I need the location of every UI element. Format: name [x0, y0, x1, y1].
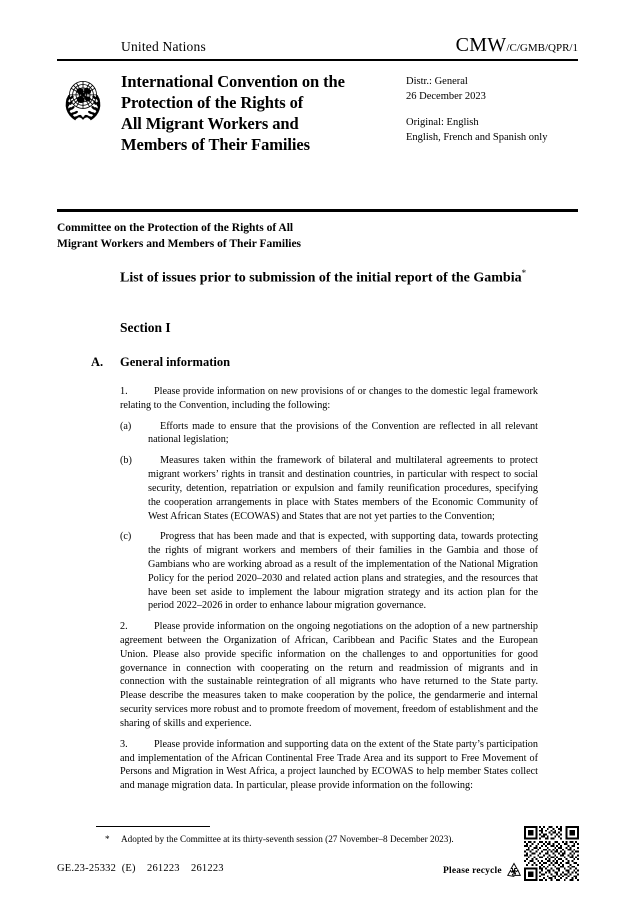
part-letter: A.	[91, 355, 104, 369]
document-symbol	[456, 34, 578, 57]
organization-name: United Nations	[121, 39, 206, 54]
part-heading	[91, 355, 538, 370]
section-heading: Section I	[120, 320, 171, 335]
committee-name	[57, 220, 578, 253]
available-languages: English, French and Spanish only	[406, 131, 548, 143]
footnote-rule	[96, 826, 210, 827]
un-emblem-icon	[57, 72, 109, 124]
recycle-notice	[443, 861, 524, 881]
document-symbol-suffix: /C/GMB/QPR/1	[506, 42, 578, 54]
subparagraph-text: Efforts made to ensure that the provisions of the Convention are reflected in all relevant national legislation;	[148, 420, 538, 446]
original-language: Original: English	[406, 116, 479, 128]
footnote	[105, 833, 535, 846]
subparagraph-text: Progress that has been made and that is expected, with supporting data, towards protecting the rights of migrant workers and members of their families in the Gambia and those of Gambians who are working abroad as a result of the implementation of the National Migration Policy for the period 2020–2030 and related action plans and strategies, and the resources that have been set aside to implement the labour migration strategy and its action plan for the period 2022–2026 in order to enhance labour migration governance.	[148, 531, 538, 612]
subparagraph-letter: (a)	[120, 420, 132, 432]
distribution-type: Distr.: General	[406, 76, 468, 87]
convention-title-line-4: Members of Their Families	[121, 135, 310, 155]
convention-title-line-2: Protection of the Rights of	[121, 93, 304, 113]
recycle-icon	[504, 861, 524, 881]
paragraph-text: Please provide information on the ongoing negotiations on the adoption of a new partnership agreement between the Organization of African, Caribbean and Pacific States and the European Union. Please also provide specific information on the challenges to and opportunities for good governance in connection with cooperating on the return and readmission of migrants and in connection with the sustainable reintegration of all migrants who have returned to the State party. Please describe the measures taken to make cooperation by the police, the gendarmerie and internal security services more robust and to promote freedom of movement, freedom of establishment and the sharing of skills and experience.	[120, 621, 538, 729]
document-date: 26 December 2023	[406, 90, 486, 102]
paragraph-2	[120, 620, 538, 731]
paragraph-number: 1.	[120, 386, 128, 397]
paragraph-1b	[120, 454, 538, 523]
subparagraph-letter: (c)	[120, 531, 132, 543]
recycle-label: Please recycle	[443, 866, 502, 876]
convention-title-line-1: International Convention on the	[121, 72, 345, 91]
paragraph-text: Please provide information on new provisions of or changes to the domestic legal framework relating to the Convention, including the following:	[120, 386, 538, 411]
paragraph-1a	[120, 420, 538, 448]
masthead-body-row	[57, 70, 578, 155]
paragraph-number: 2.	[120, 621, 128, 633]
masthead-top-row	[57, 34, 578, 57]
committee-name-line-2: Migrant Workers and Members of Their Families	[57, 238, 302, 251]
masthead	[57, 34, 578, 155]
footnote-text: Adopted by the Committee at its thirty-seventh session (27 November–8 December 2023).	[121, 834, 454, 844]
qr-code	[524, 826, 579, 881]
distribution-block	[406, 70, 578, 155]
subparagraph-letter: (b)	[120, 455, 132, 467]
emblem-container	[57, 70, 121, 155]
page-title-text: List of issues prior to submission of the initial report of the Gambia	[120, 270, 522, 286]
paragraph-1c	[120, 530, 538, 613]
title-footnote-marker: *	[521, 268, 527, 278]
job-number: GE.23-25332 (E) 261223 261223	[57, 863, 224, 874]
subparagraph-text: Measures taken within the framework of bilateral and multilateral agreements to protect migrant workers’ rights in transit and destination countries, in particular with respect to social security, detention, repatriation or expulsion and family reunification procedures, specifying the cooperation arrangements in place with States members of the Economic Community of West African States (ECOWAS) and States that are not yet parties to the Convention;	[148, 455, 538, 522]
committee-name-line-1: Committee on the Protection of the Rights of All	[57, 222, 294, 234]
masthead-rule	[57, 59, 578, 61]
paragraph-number: 3.	[120, 738, 128, 750]
paragraph-3	[120, 738, 538, 793]
convention-title-line-3: All Migrant Workers and	[121, 114, 299, 134]
distribution-spacer	[406, 105, 578, 116]
paragraph-1	[120, 385, 538, 413]
document-body	[120, 385, 538, 800]
page-title	[120, 268, 538, 288]
convention-title	[121, 70, 406, 155]
section-divider-rule	[57, 209, 578, 212]
paragraph-text: Please provide information and supporting data on the extent of the State party’s participation and implementation of the African Continental Free Trade Area and its support to Free Movement of Persons and Migration in West Africa, a project launched by ECOWAS to help member States collect and manage migration data. In particular, please provide information on the following:	[120, 738, 538, 792]
part-title: General information	[120, 355, 231, 369]
document-symbol-main: CMW	[455, 34, 507, 56]
footnote-marker: *	[105, 834, 110, 844]
